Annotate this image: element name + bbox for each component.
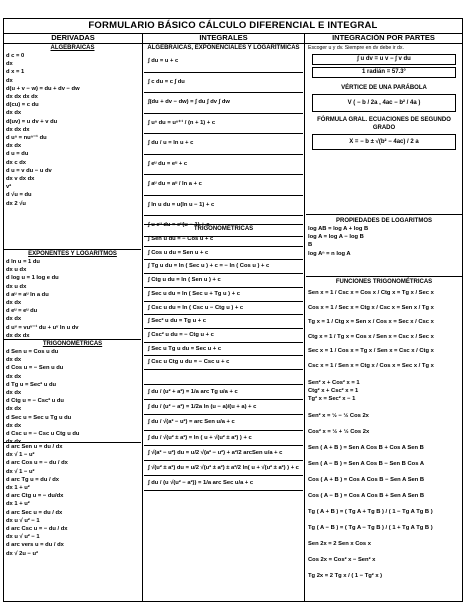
integral-formula-line: ∫ du / √(u² ± a²) = ln ( u + √(u² ± a²) ) + c [144,431,303,446]
integrales-trigonometricas [144,224,303,384]
integral-formula-line: ∫ du / (u² − a²) = 1/2a ln (u − a)/(u + a) + c [144,400,303,415]
derivative-formula-line: d Tg u = Sec² u du [6,381,57,388]
derivative-formula-line: dx dx [6,390,22,397]
integral-formula-line: ∫ Csc u du = ln ( Csc u − Ctg u ) + c [144,302,303,316]
derivative-formula-line: dx dx [6,300,22,307]
integral-formula-line: ∫ Csc u Ctg u du = − Csc u + c [144,356,303,370]
integrales-column [144,44,303,601]
derivative-formula-line: d arc Sec u = du / dx [6,509,63,516]
derivative-formula-line: dx dx [6,316,22,323]
gral-formula: X = − b ± √(b² − 4ac) / 2 a [312,134,456,150]
derivative-formula-line: d Sec u = Sec u Tg u du [6,414,72,421]
derivative-formula-line: d aᵘ = aᵘ ln a du [6,291,49,298]
derivative-formula-line: d(u + v − w) = du + dv − dw [6,85,80,92]
log-property-line: log Aⁿ = n log A [308,250,351,257]
derivative-formula-line: d uⁿ = nuⁿ⁻¹ du [6,135,47,142]
trig-identity-line: Sen ( A + B ) = Sen A Cos B + Cos A Sen B [308,444,424,451]
vertice-title: VÉRTICE DE UNA PARÁBOLA [341,85,427,92]
integral-formula-line: ∫ √(u² ± a²) du = u/2 √(u² ± a²) ± a²/2 ln( u + √(u² ± a²) ) + c [144,461,303,476]
derivative-formula-line: dx v dx dx [6,176,35,183]
integral-formula-line: ∫ Ctg u du = ln ( Sen u ) + c [144,274,303,288]
partes-note: Escoger u y dv. Siempre en dv debe ir dx. [308,45,404,51]
partes-column [306,44,462,601]
integrales-alg-list [144,52,303,237]
log-list [306,225,462,258]
func-title: FUNCIONES TRIGONOMÉTRICAS [335,279,433,285]
vertice-formula: V ( − b / 2a , 4ac − b² / 4a ) [312,94,456,112]
integral-formula-line: ∫ du / √(a² − u²) = arc Sen u/a + c [144,415,303,430]
derivative-formula-line: dx dx [6,110,22,117]
integral-formula-line: ∫ du / (u √(u² − a²)) = 1/a arc Sec u/a + c [144,476,303,491]
derivative-formula-line: dx √ 1 − u² [6,468,35,475]
integral-formula-line: ∫ Csc² u du = − Ctg u + c [144,329,303,343]
trig-function-line: Tg x = 1 / Ctg x = Sen x / Cos x = Sec x / Csc x [308,319,434,325]
trig-function-line: Csc x = 1 / Sen x = Ctg x / Cos x = Sec x / Tg x [308,362,434,369]
derivative-formula-line: d √u = du [6,192,32,199]
derivative-formula-line: d arc Cos u = − du / dx [6,460,68,467]
integral-formula-line: ∫ eᵘ du = eᵘ + c [144,155,303,176]
integral-formula-line: ∫ du / (u² + a²) = 1/a arc Tg u/a + c [144,385,303,400]
derivative-formula-line: dx dx dx dx [6,94,38,101]
trig-identity-line: Sen² x = ½ − ½ Cos 2x [308,412,369,419]
derivadas-column [4,44,141,601]
derivative-formula-line: dx √ 1 − u² [6,452,35,459]
derivative-formula-line: d(cu) = c du [6,102,39,109]
derivative-formula-line: d ln u = 1 du [6,259,40,265]
header-integrales: INTEGRALES [199,33,248,42]
derivative-formula-line: dx dx [6,422,22,429]
pythagorean-identity-line: Tg² x = Sec² x − 1 [308,396,356,403]
integral-formula-line: ∫ du = u + c [144,52,303,73]
trig-identity-line: Tg 2x = 2 Tg x / ( 1 − Tg² x ) [308,572,383,579]
derivative-formula-line: d Cos u = − Sen u du [6,365,64,372]
derivative-formula-line: d arc Tg u = du / dx [6,476,59,483]
trig-identity-line: Cos² x = ½ + ½ Cos 2x [308,428,370,435]
derivative-formula-line: d u = du [6,151,29,158]
trig-function-line: Sec x = 1 / Cos x = Tg x / Sen x = Csc x / Ctg x [308,348,434,354]
integrales-inversas-list [144,385,303,491]
func-list [306,286,462,373]
derivative-formula-line: dx dx [6,439,22,446]
integral-formula-line: ∫ du / u = ln u + c [144,134,303,155]
derivative-formula-line: dx dx [6,143,22,150]
derivadas-algebraicas [4,44,141,249]
derivative-formula-line: d eᵘ = eᵘ du [6,308,38,315]
derivative-formula-line: d c = 0 [6,53,25,59]
derivative-formula-line: dx dx [6,406,22,413]
trig-identity-line: Cos 2x = Cos² x − Sen² x [308,556,376,563]
pyth-list [306,379,462,404]
derivative-formula-line: dx dx dx [6,332,30,339]
integral-formula-line: ∫ c du = c ∫ du [144,73,303,94]
page-title: FORMULARIO BÁSICO CÁLCULO DIFERENCIAL E INTEGRAL [4,19,462,34]
integral-formula-line: ∫ Sec u du = ln ( Sec u + Tg u ) + c [144,288,303,302]
integral-formula-line: ∫(du + dv − dw) = ∫ du ∫ dv ∫ dw [144,93,303,114]
integral-formula-line: ∫ u eᵘ du = eᵘ(u − 1) + c [144,216,303,237]
log-property-line: B [308,242,313,249]
trig-identity-line: Cos ( A + B ) = Cos A Cos B − Sen A Sen B [308,476,425,483]
derivative-formula-line: d Sen u = Cos u du [6,349,59,355]
radian-formula: 1 radián = 57.3° [312,67,456,78]
derivative-formula-line: v² [6,184,12,191]
derivative-formula-line: dx dx [6,357,22,364]
log-property-line: log A = log A − log B [308,234,364,241]
trig-function-line: Cos x = 1 / Sec x = Ctg x / Csc x = Sen x / Tg x [308,304,434,311]
derivadas-algebraicas-title: ALGEBRAICAS [50,45,95,51]
pythagorean-identity-line: Ctg² x + Csc² x = 1 [308,388,359,395]
derivative-formula-line: dx 2 √u [6,200,26,207]
integral-formula-line: ∫ Tg u du = ln ( Sec u ) + c = − ln ( Cos u ) + c [144,260,303,274]
derivative-formula-line: dx 1 + u² [6,485,30,492]
derivative-formula-line: d uᵛ = vuᵛ⁻¹ du + uᵛ ln u dv [6,324,79,331]
derivadas-trigonometricas [4,339,141,446]
pythagorean-identity-line: Sen² x + Cos² x = 1 [308,380,360,386]
derivative-formula-line: dx dx [6,373,22,380]
integrales-alg-title: ALGEBRAICAS, EXPONENCIALES Y LOGARÍTMICAS [147,45,300,51]
logaritmos-box [306,214,462,276]
divider-right [304,33,305,601]
derivadas-inversas-list [4,443,141,558]
column-headers [4,33,462,44]
derivative-formula-line: d(uv) = u dv + v du [6,118,58,125]
integral-formula-line: ∫ ln u du = u(ln u − 1) + c [144,196,303,217]
derivative-formula-line: dx [6,61,13,68]
derivative-formula-line: d arc vers u = du / dx [6,542,64,549]
integral-formula-line: ∫ Sen u du = − Cos u + c [144,233,303,247]
partes-box [306,44,462,214]
derivadas-exponentes-list [4,258,141,340]
trig-identity-line: Sen ( A − B ) = Sen A Cos B − Sen B Cos A [308,460,425,467]
derivative-formula-line: d log u = 1 log e du [6,275,59,282]
trig-identity-line: Tg ( A + B ) = ( Tg A + Tg B ) / ( 1 − Tg A Tg B ) [308,508,433,515]
derivative-formula-line: dx [6,77,13,84]
partes-formula: ∫ u dv = u v − ∫ v du [312,54,456,65]
integral-formula-line: ∫ √(a² − u²) du = u/2 √(a² − u²) + a²/2 arcSen u/a + c [144,446,303,461]
trig-identity-line: Sen 2x = 2 Sen x Cos x [308,540,371,547]
log-title: PROPIEDADES DE LOGARITMOS [335,218,432,224]
integral-formula-line: ∫ uⁿ du = uⁿ⁺¹ / (n + 1) + c [144,114,303,135]
derivative-formula-line: dx u √ u² − 1 [6,517,40,524]
derivative-formula-line: d Ctg u = − Csc² u du [6,398,64,405]
trig-identity-line: Tg ( A − B ) = ( Tg A − Tg B ) / ( 1 + Tg A Tg B ) [308,524,433,531]
divider-left [142,33,143,601]
integrales-trig-title: TRIGONOMÉTRICAS [193,226,254,232]
integrales-trig-list [144,233,303,370]
trig-identity-line: Cos ( A − B ) = Cos A Cos B + Sen A Sen B [308,492,425,499]
derivative-formula-line: d arc Sen u = du / dx [6,444,63,450]
integral-formula-line: ∫ Sec u Tg u du = Sec u + c [144,343,303,357]
derivative-formula-line: dx u √ u² − 1 [6,534,40,541]
derivative-formula-line: dx dx dx [6,126,30,133]
derivadas-inversas [4,442,141,601]
integral-formula-line: ∫ Sec² u du = Tg u + c [144,315,303,329]
formulario-sheet [3,18,463,602]
derivative-formula-line: d u = v du − u dv [6,167,52,174]
trig-function-line: Ctg x = 1 / Tg x = Cos x / Sen x = Csc x / Sec x [308,333,434,340]
derivative-formula-line: dx √ 2u − u² [6,550,39,557]
derivative-formula-line: dx u dx [6,283,27,290]
derivative-formula-line: d arc Csc u = − du / dx [6,526,68,533]
derivadas-exponentes [4,249,141,339]
derivative-formula-line: d arc Ctg u = − du/dx [6,493,64,500]
trig-function-line: Sen x = 1 / Csc x = Cos x / Ctg x = Tg x / Sec x [308,290,434,296]
derivative-formula-line: dx 1 + u² [6,501,30,508]
derivadas-trig-title: TRIGONOMÉTRICAS [42,341,103,347]
derivative-formula-line: d x = 1 [6,69,25,76]
gral-title: FÓRMULA GRAL. ECUACIONES DE SEGUNDO GRADO [317,117,451,132]
derivative-formula-line: d Csc u = − Csc u Ctg u du [6,431,80,438]
ident-list [306,408,462,584]
derivative-formula-line: dx c dx [6,159,26,166]
integrales-inversas [144,384,303,601]
derivadas-algebraicas-list [4,52,141,208]
integral-formula-line: ∫ Cos u du = Sen u + c [144,247,303,261]
header-partes: INTEGRACIÓN POR PARTES [332,33,435,42]
header-derivadas: DERIVADAS [51,33,95,42]
log-property-line: log AB = log A + log B [308,226,369,232]
derivative-formula-line: dx u dx [6,267,27,274]
integrales-algebraicas [144,44,303,228]
derivadas-trig-list [4,348,141,446]
derivadas-exponentes-title: EXPONENTES Y LOGARITMOS [28,251,117,257]
integral-formula-line: ∫ aᵘ du = aᵘ / ln a + c [144,175,303,196]
funciones-box [306,276,462,601]
